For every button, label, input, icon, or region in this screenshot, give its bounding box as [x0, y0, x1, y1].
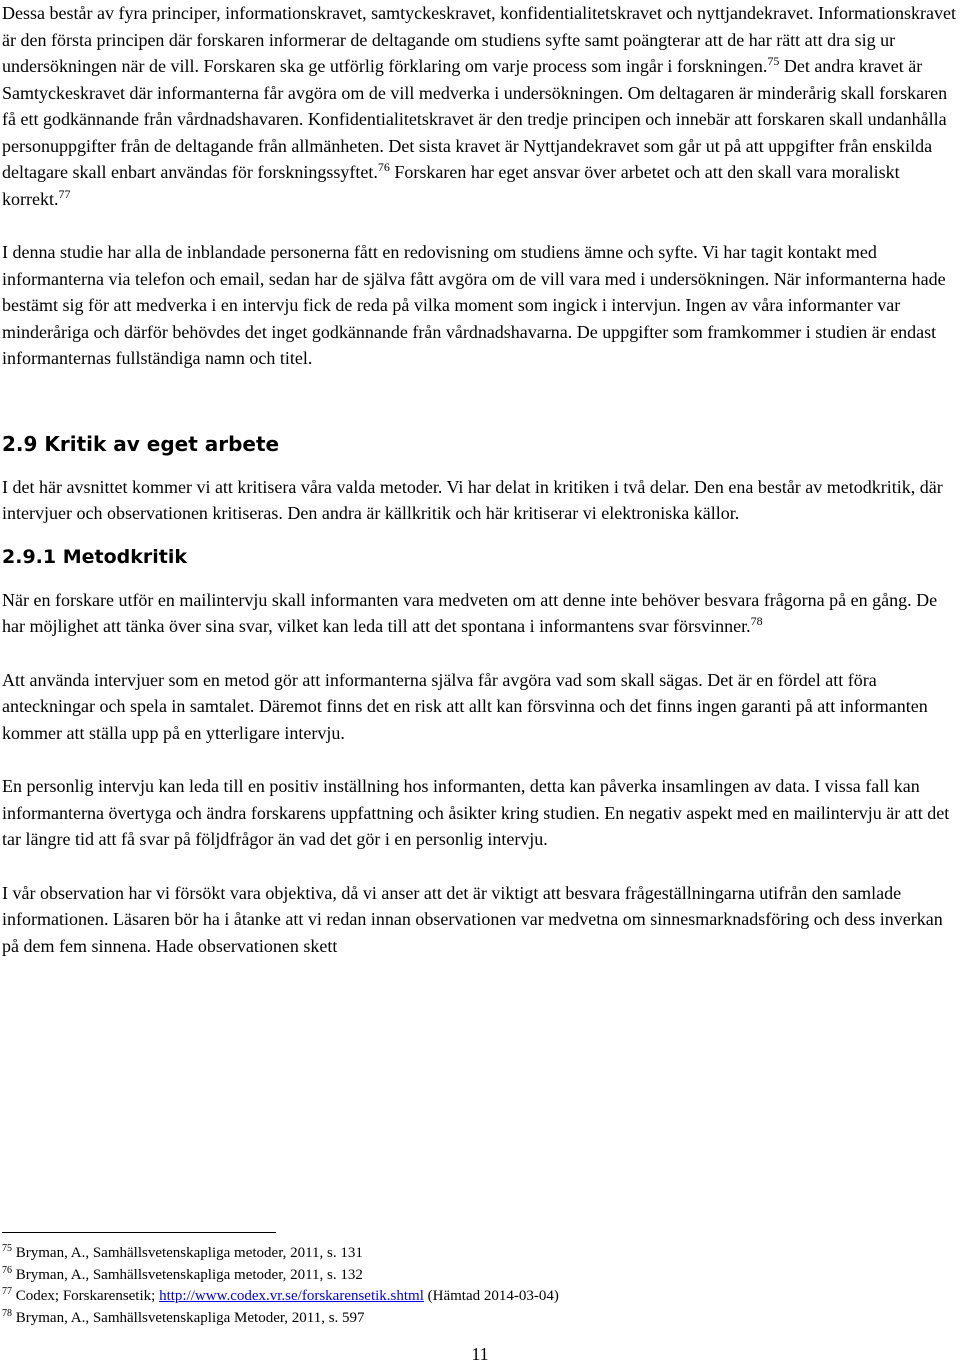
paragraph-mail-interview	[2, 587, 956, 640]
footnote-number: 77	[2, 1286, 12, 1297]
paragraph-critique-intro: I det här avsnittet kommer vi att kritisera våra valda metoder. Vi har delat in kritiken i två delar. Den ena består av metodkritik, där intervjuer och observationen kritiseras. Den andra är källkritik och här kritiserar vi elektroniska källor.	[2, 476, 943, 523]
paragraph-text: Dessa består av fyra principer, informationskravet, samtyckeskravet, konfidentialitetskravet och nyttjandekravet. Informationskravet är den första principen där forskaren informerar de deltagande om studiens syfte samt poängterar att de har rätt att dra sig ur undersökningen när de vill. Forskaren ska ge utförlig förklaring om varje process som ingår i forskningen.	[2, 3, 956, 76]
footnote-ref-78[interactable]: 78	[750, 614, 763, 628]
spacer	[2, 459, 956, 474]
footnote-ref-76[interactable]: 76	[377, 160, 390, 174]
footnotes	[2, 1243, 942, 1329]
paragraph-text: Forskaren har eget ansvar över arbetet och att den skall vara moraliskt korrekt.	[2, 162, 900, 209]
footnote-text: Codex; Forskarensetik;	[12, 1288, 160, 1304]
paragraph-personal-interview: En personlig intervju kan leda till en positiv inställning hos informanten, detta kan påverka insamlingen av data. I vissa fall kan informanterna övertyga och ändra forskarens uppfattning och åsikter kring studien. En negativ aspekt med en mailintervju är att det tar längre tid att få svar på följdfrågor än vad det gör i en personlig intervju.	[2, 776, 950, 849]
spacer	[2, 212, 956, 239]
footnote-text: Bryman, A., Samhällsvetenskapliga Metoder, 2011, s. 597	[12, 1309, 365, 1326]
footnote-number: 76	[2, 1264, 12, 1276]
footnote-ref-75[interactable]: 75	[767, 54, 780, 68]
page-number: 11	[471, 1344, 489, 1364]
footnote-ref-77[interactable]: 77	[58, 186, 71, 201]
footnote-77	[2, 1286, 942, 1308]
paragraph-interview-method: Att använda intervjuer som en metod gör att informanterna själva får avgöra vad som skall sägas. Det är en fördel att föra anteckningar och spela in samtalet. Däremot finns det en risk att allt kan försvinna och det finns ingen garanti på att informanten kommer att ställa upp på en ytterligare intervju.	[2, 669, 928, 743]
spacer	[2, 572, 956, 587]
paragraph-ethics-principles	[2, 0, 956, 212]
paragraph-text: Det andra kravet är Samtyckeskravet där informanterna får avgöra om de vill medverka i undersökningen. Om deltagaren är minderårig skall forskaren få ett godkännande från vårdnadshavaren. Konfidentialitetskravet är den tredje principen och innebär att forskaren skall undanhålla personuppgifter från de deltagande från allmänheten. Det sista kravet är Nyttjandekravet som går ut på att uppgifter från enskilda deltagare skall enbart användas för forskningssyftet.	[2, 56, 948, 182]
footnote-separator	[2, 1232, 276, 1233]
spacer	[2, 527, 956, 542]
footnote-text: Bryman, A., Samhällsvetenskapliga metoder, 2011, s. 132	[12, 1266, 363, 1283]
footnote-link-codex[interactable]: http://www.codex.vr.se/forskarensetik.shtml	[159, 1288, 424, 1304]
spacer	[2, 746, 956, 773]
section-heading-2-9: 2.9 Kritik av eget arbete	[2, 431, 280, 456]
spacer	[2, 640, 956, 667]
footnote-75	[2, 1243, 942, 1265]
footnote-number: 78	[2, 1307, 12, 1319]
footnote-text: (Hämtad 2014-03-04)	[423, 1288, 559, 1304]
spacer	[2, 372, 956, 429]
footnote-text: Bryman, A., Samhällsvetenskapliga metoder, 2011, s. 131	[12, 1245, 363, 1261]
footnote-78	[2, 1308, 942, 1330]
footnote-76	[2, 1265, 942, 1287]
footnote-number: 75	[2, 1243, 12, 1254]
paragraph-study-ethics: I denna studie har alla de inblandade personerna fått en redovisning om studiens ämne och syfte. Vi har tagit kontakt med informanterna via telefon och email, sedan har de själva fått avgöra om de vill vara med i undersökningen. När informanterna hade bestämt sig för att medverka i en intervju fick de reda på vilka moment som ingick i intervjun. Ingen av våra informanter var minderåriga och därför behövdes det inget godkännande från vårdnadshavarna. De uppgifter som framkommer i studien är endast informanternas fullständiga namn och titel.	[2, 242, 946, 368]
paragraph-observation: I vår observation har vi försökt vara objektiva, då vi anser att det är viktigt att besvara frågeställningarna utifrån den samlade informationen. Läsaren bör ha i åtanke att vi redan innan observationen var medvetna om sinnesmarknadsföring och dess inverkan på dem fem sinnena. Hade observationen skett	[2, 882, 943, 956]
paragraph-text: När en forskare utför en mailintervju skall informanten vara medveten om att denne inte behöver besvara frågorna på en gång. De har möjlighet att tänka över sina svar, vilket kan leda till att det spontana i informantens svar försvinner.	[2, 589, 938, 636]
section-heading-2-9-1: 2.9.1 Metodkritik	[2, 545, 187, 568]
spacer	[2, 853, 956, 880]
